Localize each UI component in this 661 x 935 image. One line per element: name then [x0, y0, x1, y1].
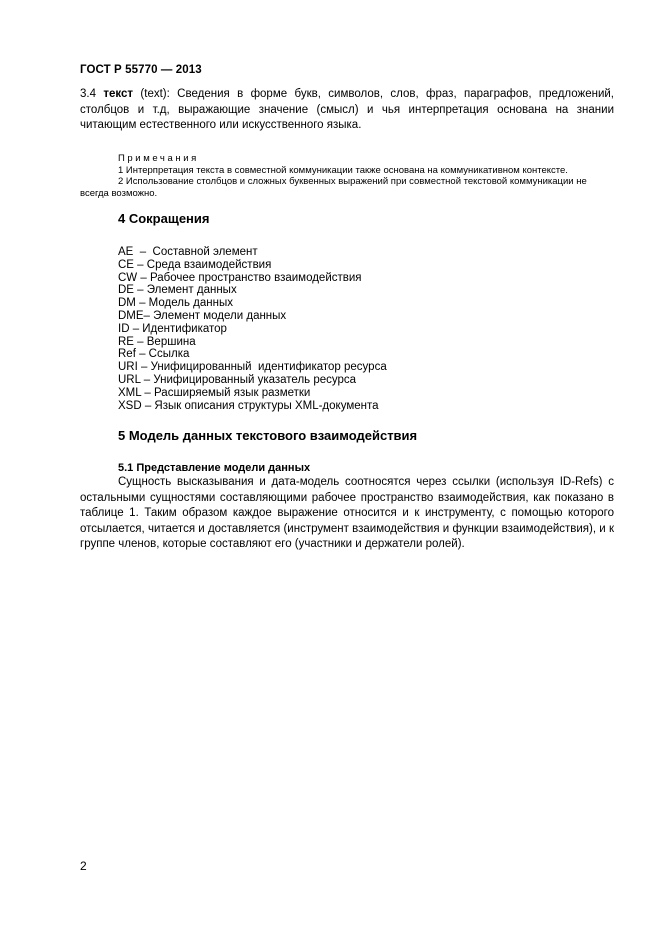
abbreviation-item: URI – Унифицированный идентификатор ресурса: [118, 361, 387, 374]
abbreviation-item: DME– Элемент модели данных: [118, 309, 287, 322]
section-5-1-heading: 5.1 Представление модели данных: [118, 462, 311, 474]
note-item: 2 Использование столбцов и сложных буквенных выражений при совместной текстовой коммуникации не всегда возможно.: [80, 176, 587, 199]
abbreviation-item: CE – Среда взаимодействия: [118, 258, 272, 271]
term-definition: [80, 87, 614, 134]
abbreviation-item: DE – Элемент данных: [118, 284, 237, 297]
abbreviations-list: [118, 246, 518, 412]
notes-title: Примечания: [118, 153, 199, 164]
abbreviation-item: DM – Модель данных: [118, 297, 233, 310]
page-number: 2: [80, 859, 87, 873]
abbreviation-item: ID – Идентификатор: [118, 322, 227, 335]
term-name: текст: [103, 88, 134, 100]
section-4-heading: 4 Сокращения: [118, 211, 210, 226]
abbreviation-item: XSD – Язык описания структуры XML-документа: [118, 399, 379, 412]
abbreviation-item: AE – Составной элемент: [118, 246, 258, 258]
abbreviation-item: URL – Унифицированный указатель ресурса: [118, 373, 357, 386]
term-definition-text: : Сведения в форме букв, символов, слов, фраз, параграфов, предложений, столбцов и т.д, выражающие значение (смысл) и чья интерпретация основана на знании читающим естественного или искусственного языка.: [80, 88, 614, 131]
notes-block: [80, 153, 614, 199]
abbreviation-item: XML – Расширяемый язык разметки: [118, 386, 311, 399]
section-5-heading: 5 Модель данных текстового взаимодействия: [118, 428, 418, 443]
term-number: 3.4: [80, 88, 96, 100]
section-5-1-paragraph: Сущность высказывания и дата-модель соотносятся через ссылки (используя ID-Refs) с остальными сущностями составляющими рабочее пространство взаимодействия, как показано в таблице 1. Таким образом каждое выражение относится и к инструменту, с помощью которого отсылается, читается и доставляется (инструмент взаимодействия и функции взаимодействия), и к группе членов, которые составляют его (участники и держатели ролей).: [80, 476, 614, 550]
abbreviation-item: CW – Рабочее пространство взаимодействия: [118, 271, 362, 284]
abbreviation-item: Ref – Ссылка: [118, 348, 190, 361]
standard-header: ГОСТ Р 55770 — 2013: [80, 64, 202, 76]
note-item: 1 Интерпретация текста в совместной коммуникации также основана на коммуникативном контексте.: [118, 164, 568, 176]
term-english: (text): [140, 88, 167, 100]
abbreviation-item: RE – Вершина: [118, 335, 196, 348]
